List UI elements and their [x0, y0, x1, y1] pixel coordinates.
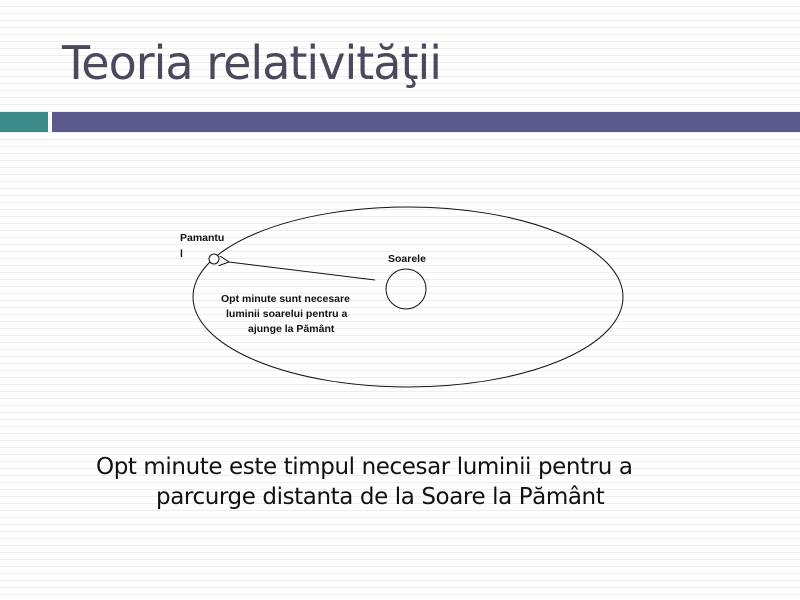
caption [96, 452, 756, 512]
caption-line1: Opt minute este timpul necesar luminii pentru a [96, 454, 633, 480]
earth-label: Pamantu [180, 232, 225, 244]
caption-line2: parcurge distanta de la Soare la Pământ [156, 484, 605, 510]
light-time-note-line3: ajunge la Pământ [248, 323, 335, 335]
light-ray-arrow [229, 262, 375, 280]
sun-label: Soarele [388, 253, 426, 265]
light-time-note-line2: luminii soarelui pentru a [226, 308, 348, 320]
earth-circle [209, 254, 219, 264]
earth-label-continued: l [180, 248, 183, 260]
slide-title: Teoria relativităţii [62, 36, 442, 90]
light-time-note-line1: Opt minute sunt necesare [221, 293, 350, 305]
sun-circle [386, 269, 426, 309]
